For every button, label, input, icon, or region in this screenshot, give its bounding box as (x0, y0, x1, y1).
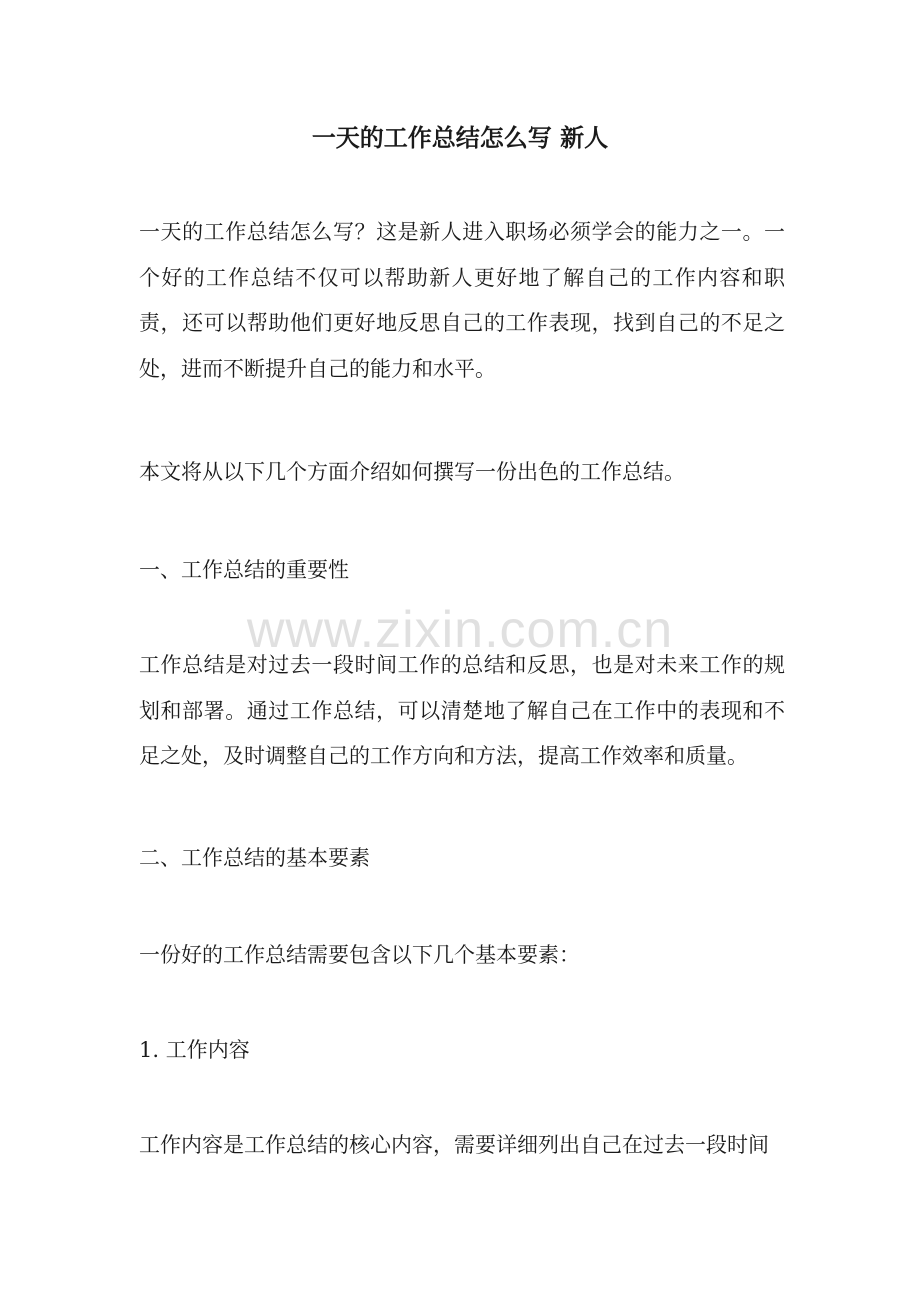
section-heading-elements: 二、工作总结的基本要素 (139, 846, 370, 870)
section-body-importance: 工作总结是对过去一段时间工作的总结和反思，也是对未来工作的规划和部署。通过工作总结，可以清楚地了解自己在工作中的表现和不足之处，及时调整自己的工作方向和方法，提高工作效率和质量。 (139, 653, 785, 768)
intro-paragraph: 一天的工作总结怎么写？这是新人进入职场必须学会的能力之一。一个好的工作总结不仅可以帮助新人更好地了解自己的工作内容和职责，还可以帮助他们更好地反思自己的工作表现，找到自己的不足之处，进而不断提升自己的能力和水平。 (139, 220, 785, 381)
item-heading-work-content: 1. 工作内容 (139, 1038, 250, 1062)
overview-paragraph: 本文将从以下几个方面介绍如何撰写一份出色的工作总结。 (139, 460, 685, 484)
section-heading-importance: 一、工作总结的重要性 (139, 558, 349, 582)
section-body-elements: 一份好的工作总结需要包含以下几个基本要素： (139, 943, 580, 967)
document-title: 一天的工作总结怎么写 新人 (311, 123, 609, 152)
watermark: www.zixin.com.cn (246, 601, 674, 659)
item-body-work-content: 工作内容是工作总结的核心内容，需要详细列出自己在过去一段时间 (139, 1133, 769, 1157)
